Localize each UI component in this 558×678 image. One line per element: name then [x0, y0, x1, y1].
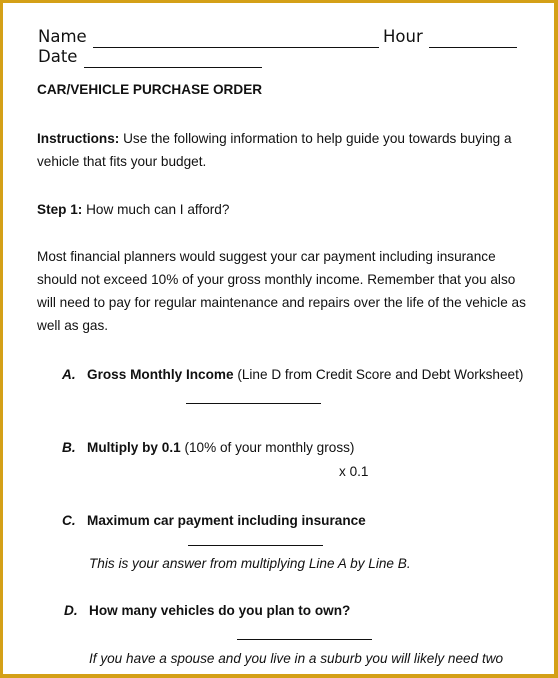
item-a: [87, 363, 523, 387]
instructions-text-1: Use the following information to help guide you towards buying a: [123, 131, 512, 146]
item-a-text: (Line D from Credit Score and Debt Worksheet): [237, 367, 524, 382]
item-b-title: Multiply by 0.1: [87, 440, 181, 455]
item-c-letter: C.: [62, 513, 76, 528]
item-b-letter: B.: [62, 440, 76, 455]
item-a-answer-field[interactable]: [186, 403, 321, 404]
item-c-title: Maximum car payment including insurance: [87, 513, 366, 528]
date-label: Date: [38, 47, 78, 66]
name-label: Name: [38, 27, 87, 46]
item-d-title: How many vehicles do you plan to own?: [89, 603, 351, 618]
item-d-letter: D.: [64, 603, 78, 618]
item-b-multiplier: x 0.1: [339, 464, 369, 479]
item-d-note: If you have a spouse and you live in a suburb you will likely need two: [89, 651, 504, 666]
step-1: [37, 198, 229, 222]
paragraph-line-4: well as gas.: [37, 318, 109, 333]
item-b: [87, 436, 354, 460]
item-a-title: Gross Monthly Income: [87, 367, 234, 382]
paragraph-line-2: should not exceed 10% of your gross monthly income. Remember that you also: [37, 272, 516, 287]
instructions-label: Instructions:: [37, 131, 120, 146]
item-d-answer-field[interactable]: [237, 639, 372, 640]
item-c-answer-field[interactable]: [188, 545, 323, 546]
date-field[interactable]: [84, 67, 262, 68]
paragraph-line-1: Most financial planners would suggest your car payment including insurance: [37, 249, 496, 264]
hour-field[interactable]: [429, 47, 517, 48]
step-1-label: Step 1:: [37, 202, 83, 217]
step-1-text: How much can I afford?: [86, 202, 230, 217]
item-a-letter: A.: [62, 367, 76, 382]
document-title: CAR/VEHICLE PURCHASE ORDER: [37, 82, 263, 97]
name-field[interactable]: [93, 47, 379, 48]
hour-label: Hour: [383, 27, 423, 46]
paragraph-line-3: will need to pay for regular maintenance and repairs over the life of the vehicle as: [37, 295, 526, 310]
instructions-line-1: [37, 127, 512, 151]
instructions-line-2: vehicle that fits your budget.: [37, 154, 207, 169]
item-b-text: (10% of your monthly gross): [184, 440, 355, 455]
item-c-note: This is your answer from multiplying Line A by Line B.: [89, 556, 411, 571]
